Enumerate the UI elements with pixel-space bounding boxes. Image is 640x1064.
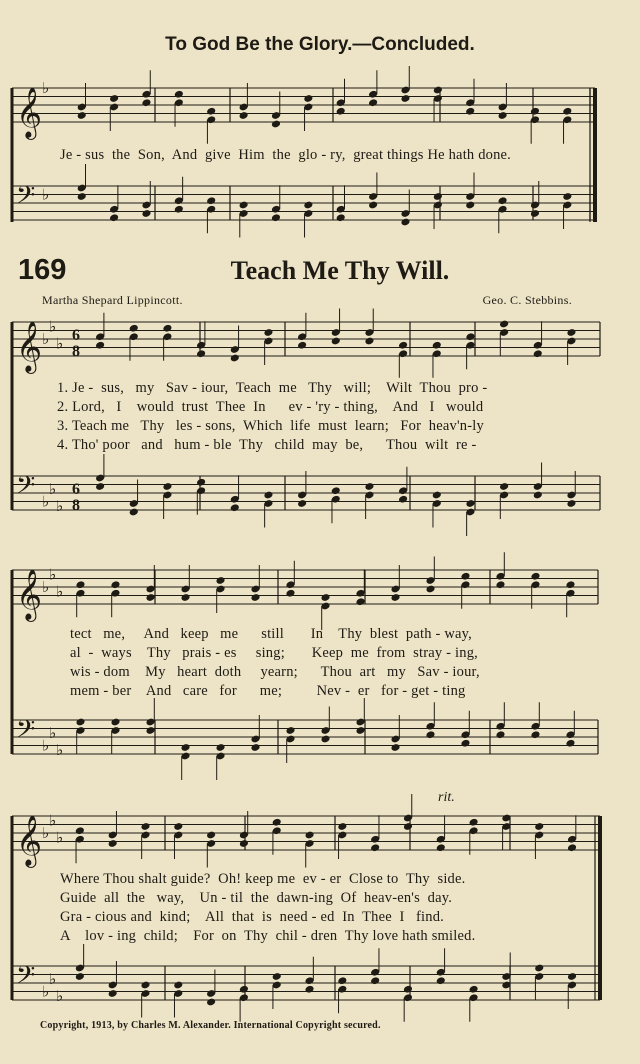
note-head <box>263 491 273 500</box>
note-head <box>180 593 190 602</box>
note-head <box>109 213 119 222</box>
key-accidental: ♭ <box>56 986 64 1005</box>
note-head <box>77 111 87 120</box>
note-head <box>498 111 508 120</box>
note-head <box>303 94 313 103</box>
note-head <box>499 320 509 329</box>
note-head <box>230 503 240 512</box>
note-head <box>206 196 216 205</box>
note-head <box>460 572 470 581</box>
note-head <box>567 972 577 981</box>
note-head <box>331 486 341 495</box>
continuation-lyric: Je - sus the Son, And give Him the glo - ry, great things He hath done. <box>60 147 512 163</box>
note-head <box>469 985 479 994</box>
note-head <box>566 328 576 337</box>
key-accidental: ♭ <box>42 185 50 204</box>
note-head <box>140 981 150 990</box>
note-head <box>230 354 240 363</box>
key-accidental: ♭ <box>42 736 50 755</box>
note-head <box>403 822 413 831</box>
note-head <box>390 593 400 602</box>
note-head <box>533 491 543 500</box>
note-head <box>498 196 508 205</box>
note-head <box>250 743 260 752</box>
note-head <box>140 822 150 831</box>
treble-clef: 𝄞 <box>16 321 43 372</box>
key-accidental: ♭ <box>42 982 50 1001</box>
note-head <box>530 209 540 218</box>
note-head <box>263 328 273 337</box>
note-head <box>145 593 155 602</box>
key-accidental: ♭ <box>42 330 50 348</box>
note-head <box>162 324 172 333</box>
key-accidental: ♭ <box>42 492 50 511</box>
note-head <box>239 839 249 848</box>
note-head <box>336 213 346 222</box>
note-head <box>110 718 120 727</box>
note-head <box>499 482 509 491</box>
note-head <box>239 111 249 120</box>
verse-line: 2. Lord, I would trust Thee In ev - 'ry - thing, And I would <box>57 399 484 415</box>
composer-credit: Geo. C. Stebbins. <box>482 293 572 307</box>
treble-clef: 𝄞 <box>16 569 43 620</box>
note-head <box>141 98 151 107</box>
key-accidental: ♭ <box>56 740 64 759</box>
note-head <box>239 985 249 994</box>
note-head <box>297 341 307 350</box>
note-head <box>533 349 543 358</box>
note-head <box>355 726 365 735</box>
note-head <box>370 976 380 985</box>
note-head <box>271 120 281 129</box>
note-head <box>398 341 408 350</box>
key-accidental: ♭ <box>42 79 50 97</box>
verse-line: wis - dom My heart doth yearn; Thou art my Sav - iour, <box>70 664 480 680</box>
note-head <box>364 482 374 491</box>
note-head <box>180 743 190 752</box>
verse-line: Gra - cious and kind; All that is need - ed In Thee I find. <box>60 909 444 925</box>
key-accidental: ♭ <box>49 723 57 742</box>
note-head <box>337 976 347 985</box>
note-head <box>436 843 446 852</box>
note-head <box>562 107 572 116</box>
note-head <box>370 843 380 852</box>
note-head <box>331 337 341 346</box>
time-signature: 8 <box>72 497 80 514</box>
hymn-number: 169 <box>18 254 67 286</box>
note-head <box>206 107 216 116</box>
note-head <box>206 998 216 1007</box>
note-head <box>75 580 85 589</box>
bass-clef: 𝄢 <box>16 961 36 996</box>
note-head <box>567 843 577 852</box>
note-head <box>173 822 183 831</box>
key-accidental: ♭ <box>49 317 57 336</box>
note-head <box>285 589 295 598</box>
bass-clef: 𝄢 <box>16 471 36 506</box>
note-head <box>465 499 475 508</box>
note-head <box>95 482 105 491</box>
verse-line: 3. Teach me Thy les - sons, Which life must learn; For heav'n-ly <box>57 418 484 434</box>
verse-line: 4. Tho' poor and hum - ble Thy child may be, Thou wilt re - <box>57 437 477 453</box>
verse-line: Guide all the way, Un - til the dawn-ing Of heav-en's day. <box>60 890 453 906</box>
time-signature: 8 <box>72 343 80 360</box>
note-head <box>565 580 575 589</box>
note-head <box>196 478 206 487</box>
note-head <box>355 597 365 606</box>
note-head <box>433 192 443 201</box>
verse-line: al - ways Thy prais - es sing; Keep me from stray - ing, <box>70 645 478 661</box>
note-head <box>534 822 544 831</box>
note-head <box>530 107 540 116</box>
note-head <box>206 831 216 840</box>
note-head <box>465 201 475 210</box>
note-head <box>337 822 347 831</box>
note-head <box>469 818 479 827</box>
note-head <box>436 976 446 985</box>
note-head <box>162 482 172 491</box>
copyright-notice: Copyright, 1913, by Charles M. Alexander. International Copyright secured. <box>40 1020 381 1031</box>
time-signature: 6 <box>72 481 80 498</box>
note-head <box>534 964 544 973</box>
key-accidental: ♭ <box>56 334 64 353</box>
note-head <box>460 739 470 748</box>
note-head <box>303 201 313 210</box>
note-head <box>565 739 575 748</box>
note-head <box>215 743 225 752</box>
note-head <box>390 743 400 752</box>
note-head <box>425 730 435 739</box>
key-accidental: ♭ <box>49 565 57 584</box>
note-head <box>75 718 85 727</box>
note-head <box>145 726 155 735</box>
note-head <box>495 730 505 739</box>
note-head <box>272 818 282 827</box>
note-head <box>432 341 442 350</box>
bass-clef: 𝄢 <box>16 715 36 750</box>
note-head <box>108 839 118 848</box>
note-head <box>368 201 378 210</box>
continuation-title: To God Be the Glory.—Concluded. <box>165 34 475 55</box>
note-head <box>465 332 475 341</box>
note-head <box>271 213 281 222</box>
key-accidental: ♭ <box>56 496 64 515</box>
note-head <box>109 94 119 103</box>
note-head <box>110 580 120 589</box>
note-head <box>129 324 139 333</box>
note-head <box>336 107 346 116</box>
author-credit: Martha Shepard Lippincott. <box>42 293 183 307</box>
verse-line: tect me, And keep me still In Thy blest path - way, <box>70 626 473 642</box>
note-head <box>239 201 249 210</box>
note-head <box>398 495 408 504</box>
note-head <box>433 86 443 95</box>
key-accidental: ♭ <box>42 824 50 842</box>
note-head <box>432 491 442 500</box>
time-signature: 6 <box>72 327 80 344</box>
verse-line: mem - ber And care for me; Nev - er for - get - ting <box>70 683 466 699</box>
note-head <box>129 508 139 517</box>
note-head <box>285 726 295 735</box>
bass-clef: 𝄢 <box>16 181 36 216</box>
note-head <box>77 192 87 201</box>
note-head <box>566 499 576 508</box>
note-head <box>141 209 151 218</box>
note-head <box>364 337 374 346</box>
note-head <box>304 985 314 994</box>
hymn-title: Teach Me Thy Will. <box>230 256 450 285</box>
verse-line: A lov - ing child; For on Thy chil - dren Thy love hath smiled. <box>60 928 476 944</box>
note-head <box>215 576 225 585</box>
note-head <box>196 349 206 358</box>
note-head <box>495 580 505 589</box>
note-head <box>400 94 410 103</box>
note-head <box>320 593 330 602</box>
key-accidental: ♭ <box>42 578 50 596</box>
tempo-marking: rit. <box>438 790 455 805</box>
note-head <box>297 499 307 508</box>
key-accidental: ♭ <box>56 828 64 847</box>
note-head <box>368 98 378 107</box>
note-head <box>250 593 260 602</box>
note-head <box>530 572 540 581</box>
key-accidental: ♭ <box>49 811 57 830</box>
note-head <box>174 205 184 214</box>
note-head <box>304 831 314 840</box>
key-accidental: ♭ <box>56 582 64 601</box>
note-head <box>75 972 85 981</box>
note-head <box>320 735 330 744</box>
note-head <box>95 341 105 350</box>
key-accidental: ♭ <box>49 969 57 988</box>
note-head <box>530 730 540 739</box>
verse-line: 1. Je - sus, my Sav - iour, Teach me Thy will; Wilt Thou pro - <box>57 380 488 396</box>
verse-line: Where Thou shalt guide? Oh! keep me ev - er Close to Thy side. <box>60 871 466 887</box>
note-head <box>173 981 183 990</box>
treble-clef: 𝄞 <box>16 815 43 866</box>
note-head <box>272 972 282 981</box>
note-head <box>425 585 435 594</box>
note-head <box>400 218 410 227</box>
note-head <box>174 90 184 99</box>
key-accidental: ♭ <box>49 479 57 498</box>
treble-clef: 𝄞 <box>16 87 43 138</box>
note-head <box>108 989 118 998</box>
note-head <box>562 192 572 201</box>
note-head <box>75 826 85 835</box>
note-head <box>465 107 475 116</box>
note-head <box>403 985 413 994</box>
